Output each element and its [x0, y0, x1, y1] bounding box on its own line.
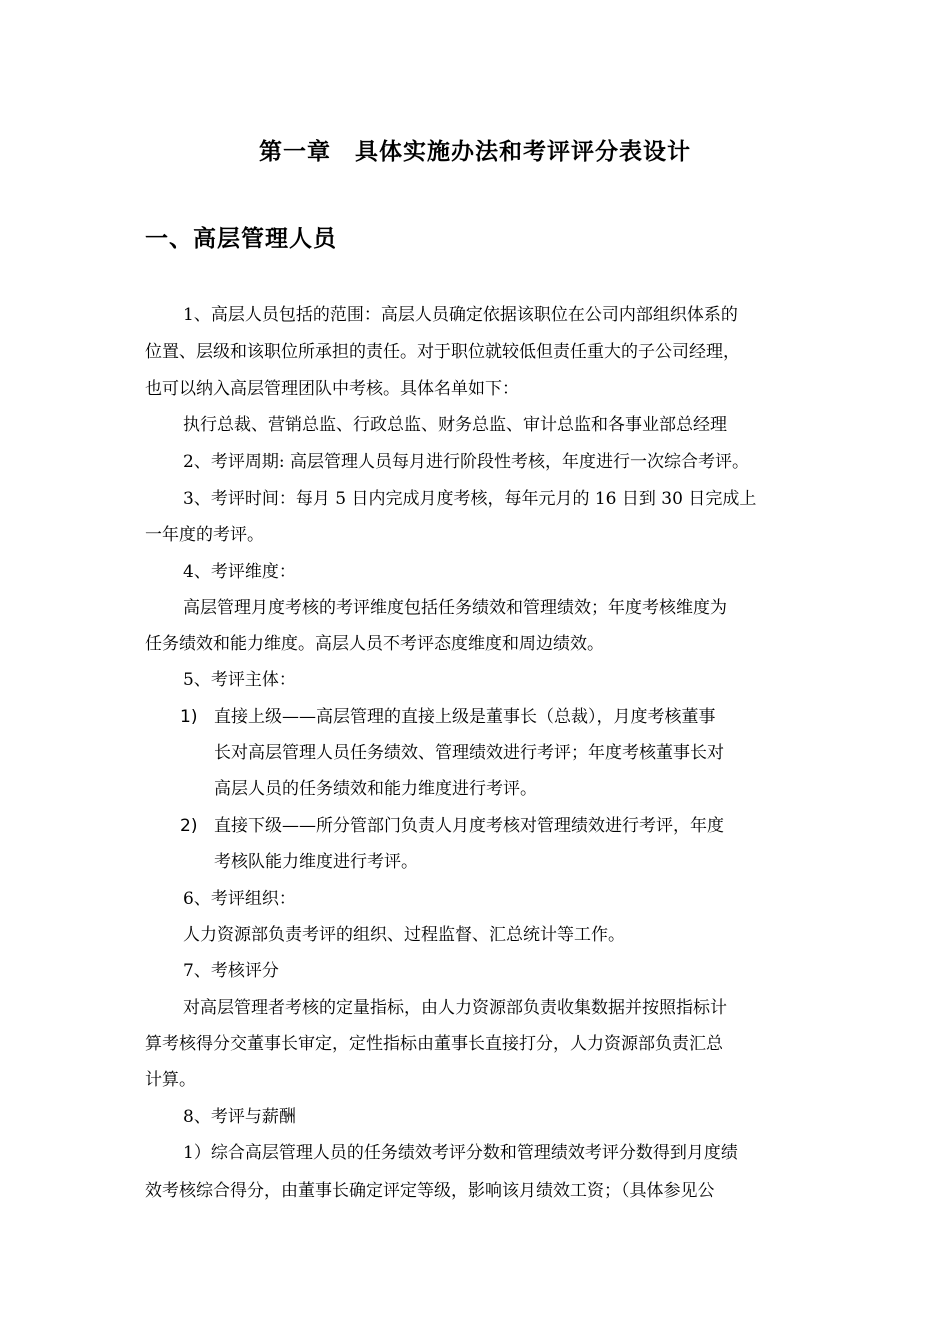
list-item-line: 长对高层管理人员任务绩效、管理绩效进行考评；年度考核董事长对: [214, 743, 724, 763]
paragraph-line: 任务绩效和能力维度。高层人员不考评态度维度和周边绩效。: [145, 634, 604, 654]
section-heading: 一、高层管理人员: [145, 226, 337, 252]
paragraph-line: 5、考评主体：: [183, 670, 296, 690]
list-item-line: 直接上级——高层管理的直接上级是董事长（总裁），月度考核董事: [214, 707, 716, 727]
paragraph-line: 1）综合高层管理人员的任务绩效考评分数和管理绩效考评分数得到月度绩: [183, 1143, 738, 1163]
list-number: 2): [180, 816, 198, 836]
paragraph-line: 3、考评时间：每月 5 日内完成月度考核，每年元月的 16 日到 30 日完成上: [183, 489, 757, 509]
paragraph-line: 也可以纳入高层管理团队中考核。具体名单如下：: [145, 379, 519, 399]
list-item-line: 高层人员的任务绩效和能力维度进行考评。: [214, 779, 537, 799]
paragraph-line: 1、高层人员包括的范围：高层人员确定依据该职位在公司内部组织体系的: [183, 305, 738, 325]
list-item-line: 直接下级——所分管部门负责人月度考核对管理绩效进行考评，年度: [214, 816, 724, 836]
paragraph-line: 执行总裁、营销总监、行政总监、财务总监、审计总监和各事业部总经理: [183, 415, 727, 435]
paragraph-line: 效考核综合得分，由董事长确定评定等级，影响该月绩效工资；（具体参见公: [145, 1181, 715, 1201]
list-number: 1): [180, 707, 198, 727]
paragraph-line: 位置、层级和该职位所承担的责任。对于职位就较低但责任重大的子公司经理，: [145, 342, 740, 362]
paragraph-line: 4、考评维度：: [183, 562, 296, 582]
paragraph-line: 一年度的考评。: [145, 525, 264, 545]
paragraph-line: 6、考评组织：: [183, 889, 296, 909]
paragraph-line: 2、考评周期: 高层管理人员每月进行阶段性考核，年度进行一次综合考评。: [183, 452, 749, 472]
paragraph-line: 对高层管理者考核的定量指标，由人力资源部负责收集数据并按照指标计: [183, 998, 727, 1018]
paragraph-line: 计算。: [145, 1070, 196, 1090]
paragraph-line: 7、考核评分: [183, 961, 279, 981]
paragraph-line: 算考核得分交董事长审定，定性指标由董事长直接打分，人力资源部负责汇总: [145, 1034, 723, 1054]
paragraph-line: 8、考评与薪酬: [183, 1107, 296, 1127]
chapter-title: 第一章 具体实施办法和考评评分表设计: [259, 139, 691, 165]
list-item-line: 考核队能力维度进行考评。: [214, 852, 418, 872]
paragraph-line: 高层管理月度考核的考评维度包括任务绩效和管理绩效；年度考核维度为: [183, 598, 727, 618]
paragraph-line: 人力资源部负责考评的组织、过程监督、汇总统计等工作。: [183, 925, 625, 945]
